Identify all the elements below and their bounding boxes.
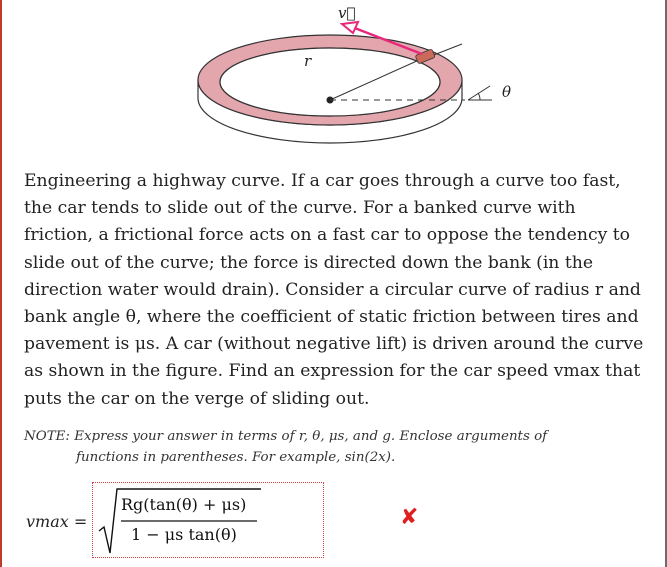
answer-note [24,426,624,468]
track-infield [220,48,440,116]
answer-input-field[interactable] [92,482,324,558]
banked-curve-figure [180,0,520,160]
note-label: NOTE: [24,429,70,444]
note-line-1: Express your answer in terms of r, θ, μs, and g. Enclose arguments of [74,429,548,444]
left-border [0,0,2,567]
problem-statement [24,168,646,413]
angle-arc [478,93,480,100]
angle-label: θ [502,83,512,101]
incorrect-x-icon: ✘ [400,505,419,530]
answer-numerator: Rg(tan(θ) + μs) [121,495,247,514]
velocity-arrowhead [342,22,358,33]
velocity-label: v⃗ [338,4,356,22]
radius-label: r [304,52,312,70]
angle-slope [468,86,490,100]
note-line-2: functions in parentheses. For example, sin(2x). [76,450,396,465]
answer-label: vmax = [26,512,88,531]
answer-denominator: 1 − μs tan(θ) [131,525,237,544]
problem-body: If a car goes through a curve too fast, the car tends to slide out of the curve. For a banked curve with friction, a frictional force acts on a fast car to oppose the tendency to slide out of the curve; the force is directed down the bank (in the direction water would drain). Consider a circular curve of radius r and bank angle θ, where the coefficient of static friction between tires and pavement is μs. A car (without negative lift) is driven around the curve as shown in the figure. Find an expression for the car speed vmax that puts the car on the verge of sliding out. [24,171,644,409]
problem-title: Engineering a highway curve. [24,171,286,191]
